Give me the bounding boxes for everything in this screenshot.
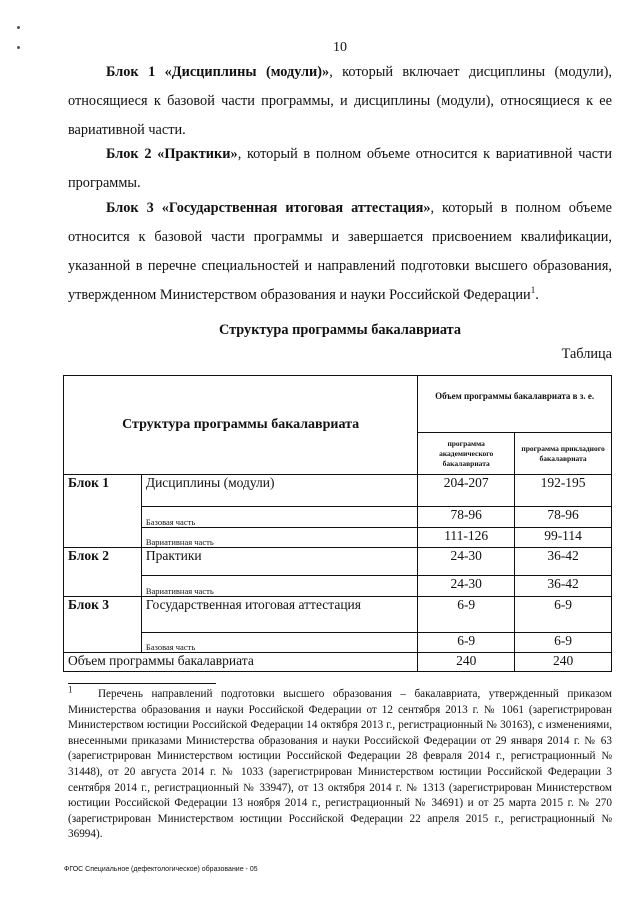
cell-academic: 6-9 (418, 597, 515, 633)
row-name: Дисциплины (модули) (141, 475, 417, 507)
cell-applied: 6-9 (515, 597, 612, 633)
footnote (68, 684, 613, 843)
paragraph-bold: Блок 1 «Дисциплины (модули)» (106, 64, 330, 80)
row-name: Государственная итоговая аттестация (141, 597, 417, 633)
table-title: Структура программы бакалавриата (218, 322, 462, 338)
table-row (64, 576, 612, 597)
table-row (64, 475, 612, 507)
header-volume: Объем программы бакалавриата в з. е. (418, 376, 612, 433)
table-row (64, 528, 612, 548)
row-name: Объем программы бакалавриата (64, 653, 418, 672)
paragraph-block-2 (68, 140, 612, 198)
paragraph-block-1 (68, 58, 612, 145)
cell-applied: 240 (515, 653, 612, 672)
table-label: Таблица (561, 346, 612, 362)
paragraph-text: , который включает дисциплины (модули), относящиеся к базовой части программы, и дисциплины (модули), относящиеся к ее вариативной части. (68, 64, 612, 138)
paragraph-block-3 (68, 194, 612, 310)
structure-table (63, 375, 612, 672)
cell-applied: 99-114 (515, 528, 612, 548)
footnote-ref[interactable]: 1 (530, 285, 536, 296)
table-total-row (64, 653, 612, 672)
paragraph-text: , который в полном объеме относится к базовой части программы и завершается присвоением квалификации, указанной в перечне специальностей и направлений подготовки высшего образования, утвержденном Министерством образования и науки Российской Федерации (68, 200, 612, 303)
block-label: Блок 2 (64, 548, 142, 597)
block-label: Блок 3 (64, 597, 142, 653)
table-row (64, 507, 612, 528)
row-name: Вариативная часть (141, 528, 417, 548)
row-name: Практики (141, 548, 417, 576)
page-number: 10 (333, 40, 347, 55)
paragraph-text: , который в полном объеме относится к вариативной части программы. (68, 146, 612, 191)
table-row (64, 548, 612, 576)
header-applied: программа прикладного бакалавриата (515, 433, 612, 475)
paragraph-bold: Блок 3 «Государственная итоговая аттестация» (106, 200, 431, 216)
footnote-text: Перечень направлений подготовки высшего образования – бакалавриата, утвержденный приказом Министерства образования и науки Российской Федерации от 12 сентября 2013 г. № 1061 (зарегистрирован Министерством юстиции Российской Федерации 14 октября 2013 г., регистрационный № 30163), с изменениями, внесенными приказами Министерства образования и науки Российской Федерации от 29 января 2014 г. № 63 (зарегистрирован Министерством юстиции Российской Федерации 28 февраля 2014 г., регистрационный № 31448), от 20 августа 2014 г. № 1033 (зарегистрирован Министерством юстиции Российской Федерации 3 сентября 2014 г., регистрационный № 33947), от 13 октября 2014 г. № 1313 (зарегистрирован Министерством юстиции Российской Федерации 13 ноября 2014 г., регистрационный № 34691) и от 25 марта 2015 г. № 270 (зарегистрирован Министерством юстиции Российской Федерации 22 апреля 2015 г., регистрационный № 36994). (68, 688, 613, 841)
scan-dot (17, 26, 20, 29)
row-name: Базовая часть (141, 507, 417, 528)
cell-academic: 24-30 (418, 548, 515, 576)
cell-academic: 204-207 (418, 475, 515, 507)
cell-applied: 192-195 (515, 475, 612, 507)
block-label: Блок 1 (64, 475, 142, 548)
cell-academic: 240 (418, 653, 515, 672)
header-structure: Структура программы бакалавриата (64, 376, 418, 475)
row-name: Вариативная часть (141, 576, 417, 597)
cell-academic: 6-9 (418, 633, 515, 653)
header-academic: программа академического бакалавриата (418, 433, 515, 475)
paragraph-bold: Блок 2 «Практики» (106, 146, 238, 162)
row-name: Базовая часть (141, 633, 417, 653)
cell-applied: 36-42 (515, 548, 612, 576)
table-header-row (64, 376, 612, 433)
cell-applied: 36-42 (515, 576, 612, 597)
cell-academic: 78-96 (418, 507, 515, 528)
cell-academic: 111-126 (418, 528, 515, 548)
paragraph-end: . (535, 287, 539, 303)
cell-applied: 6-9 (515, 633, 612, 653)
table-row (64, 597, 612, 633)
footnote-divider (68, 683, 216, 684)
table-row (64, 633, 612, 653)
footnote-marker: 1 (68, 684, 73, 695)
page-footer: ФГОС Специальное (дефектологическое) образование - 05 (64, 866, 258, 873)
cell-applied: 78-96 (515, 507, 612, 528)
cell-academic: 24-30 (418, 576, 515, 597)
